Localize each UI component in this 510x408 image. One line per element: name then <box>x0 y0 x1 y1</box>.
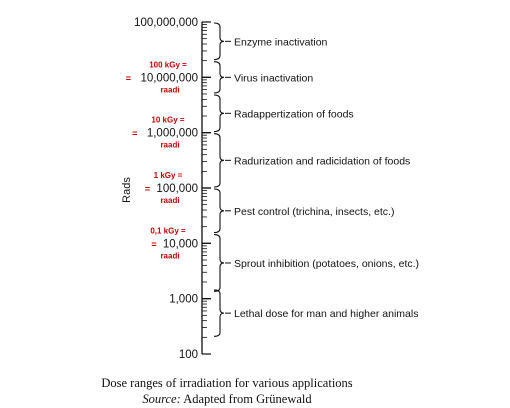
range-label: Lethal dose for man and higher animals <box>234 308 419 321</box>
range-brace <box>214 95 224 132</box>
tick-label: 10,000,000 <box>140 72 198 85</box>
range-label: Pest control (trichina, insects, etc.) <box>234 205 395 218</box>
tick-label: 10,000 <box>162 238 198 251</box>
kgy-value: 10 kGy = <box>151 115 185 125</box>
figure-caption: Dose ranges of irradiation for various applications <box>101 376 353 390</box>
tick-label: 100,000,000 <box>134 17 198 29</box>
tick-label: 100,000 <box>156 183 198 195</box>
equals-sign: = <box>125 73 131 84</box>
range-label: Virus inactivation <box>234 72 314 85</box>
unit-label: raadi <box>160 196 180 205</box>
log-axis <box>202 22 211 354</box>
range-label: Sprout inhibition (potatoes, onions, etc.) <box>234 257 420 270</box>
tick-label: 1,000,000 <box>146 127 198 140</box>
application-ranges <box>214 23 419 336</box>
axis-title: Rads <box>121 177 133 203</box>
source-label: Source: <box>142 392 181 406</box>
equals-sign: = <box>144 184 151 194</box>
kgy-value: 0,1 kGy = <box>150 226 186 236</box>
tick-label: 1,000 <box>169 293 198 306</box>
range-brace <box>214 62 224 93</box>
range-brace <box>214 23 224 60</box>
range-brace <box>214 235 224 292</box>
unit-label: raadi <box>160 85 180 95</box>
range-brace <box>214 290 224 336</box>
unit-label: raadi <box>160 140 180 150</box>
kgy-value: 1 kGy = <box>153 171 183 180</box>
range-brace <box>214 189 224 233</box>
unit-label: raadi <box>160 251 180 261</box>
equals-sign: = <box>151 239 157 250</box>
figure-source <box>0 392 482 407</box>
range-label: Radappertization of foods <box>234 108 354 121</box>
kgy-value: 100 kGy = <box>149 60 187 70</box>
tick-label: 100 <box>178 349 198 361</box>
source-text: Adapted from Grünewald <box>180 392 312 406</box>
kgy-annotations <box>126 60 187 260</box>
range-brace <box>214 134 224 187</box>
range-label: Radurization and radicidation of foods <box>234 155 411 168</box>
equals-sign: = <box>132 128 138 139</box>
range-label: Enzyme inactivation <box>234 36 328 49</box>
